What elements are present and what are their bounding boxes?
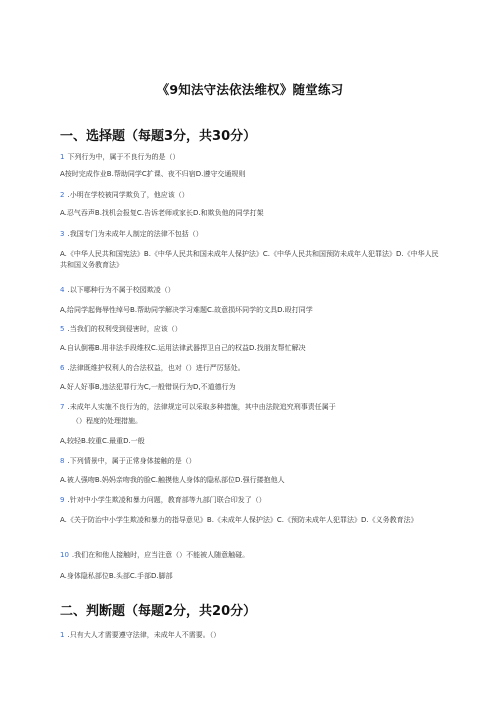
question-7: [60, 402, 445, 413]
question-text: .下列情景中，属于正常身体接触的是（）: [67, 457, 196, 465]
question-text: .以下哪种行为不属于校园欺凌（）: [67, 286, 175, 294]
question-4-options: A,给同学起侮辱性绰号B.帮助同学解决学习难题C.故意损坏同学的文具D.殴打同学: [60, 306, 313, 314]
question-1: [60, 152, 445, 163]
question-2: [60, 190, 445, 201]
question-4: [60, 285, 445, 296]
section-heading-judgement: 二、判断题（每题2分，共20分）: [60, 604, 257, 619]
question-text: .法律既维护权利人的合法权益，也对（）进行严厉惩处。: [67, 364, 245, 372]
question-number: 8: [60, 457, 65, 465]
question-9: [60, 495, 445, 506]
document-title: 《9知法守法依法维权》随堂练习: [156, 82, 344, 97]
question-9-options: A.《关于防治中小学生欺凌和暴力的指导意见》B.《未成年人保护法》C.《预防未成年人犯罪法》D.《义务教育法》: [60, 516, 418, 524]
question-6: [60, 363, 445, 374]
question-7-options: A,较轻B.较重C.最重D.一般: [60, 437, 145, 445]
question-1-options: A按时完成作业B.帮助同学C扩课、夜不归宿D.遵守交通规则: [60, 170, 246, 178]
question-number: 5: [60, 325, 65, 333]
question-text: .我们在和他人接触时，应当注意（）不能被人随意触碰。: [71, 551, 250, 559]
question-number: 6: [60, 364, 65, 372]
question-number: 10: [60, 551, 69, 559]
question-number: 4: [60, 286, 65, 294]
question-10: [60, 550, 445, 561]
question-5: [60, 324, 445, 335]
question-number: 7: [60, 403, 65, 411]
question-text: 下列行为中，属于不良行为的是（）: [67, 153, 180, 161]
question-text: .当我们的权利受到侵害时，应该（）: [67, 325, 182, 333]
question-number: 1: [60, 631, 65, 639]
question-number: 9: [60, 496, 65, 504]
question-2-options: A.忍气吞声B.找机会报复C.告诉老师或家长D.和欺负他的同学打架: [60, 209, 264, 217]
question-text: .我国专门为未成年人制定的法律不包括（）: [67, 230, 203, 238]
question-text: .针对中小学生欺凌和暴力问题，教育部等九部门联合印发了（）: [67, 496, 266, 504]
question-6-options: A.好人好事B,违法犯罪行为C,一般错误行为D,不道德行为: [60, 383, 236, 391]
question-number: 3: [60, 230, 65, 238]
question-3-options: A.《中华人民共和国宪法》B.《中华人民共和国未成年人保护法》C.《中华人民共和国预防未成年人犯罪法》D.《中华人民共和国义务教育法》: [60, 250, 439, 269]
question-10-options: A.身体隐私部位B.头部C.手部D.脚部: [60, 572, 173, 580]
question-text: .只有大人才需要遵守法律，未成年人不需要。（）: [67, 631, 221, 639]
question-5-options: A.自认倒霉B.用非法手段维权C.运用法律武器捍卫自己的权益D.找朋友帮忙解决: [60, 344, 306, 352]
question-3: [60, 229, 445, 240]
question-text: .小明在学校被同学欺负了，他应该（）: [67, 191, 189, 199]
question-8-options: A.被人强吻B.妈妈亲吻我的脸C.触摸他人身体的隐私部位D.强行搂抱他人: [60, 476, 285, 484]
section-heading-choice: 一、选择题（每题3分，共30分）: [60, 129, 257, 144]
question-number: 2: [60, 191, 65, 199]
question-number: 1: [60, 153, 65, 161]
question-7-continuation: （）程度的处理措施。: [72, 417, 142, 425]
judgement-question-1: [60, 630, 445, 641]
question-8: [60, 456, 445, 467]
question-text: .未成年人实施不良行为的，法律规定可以采取多种措施，其中由法院追究刑事责任属于: [67, 403, 336, 411]
